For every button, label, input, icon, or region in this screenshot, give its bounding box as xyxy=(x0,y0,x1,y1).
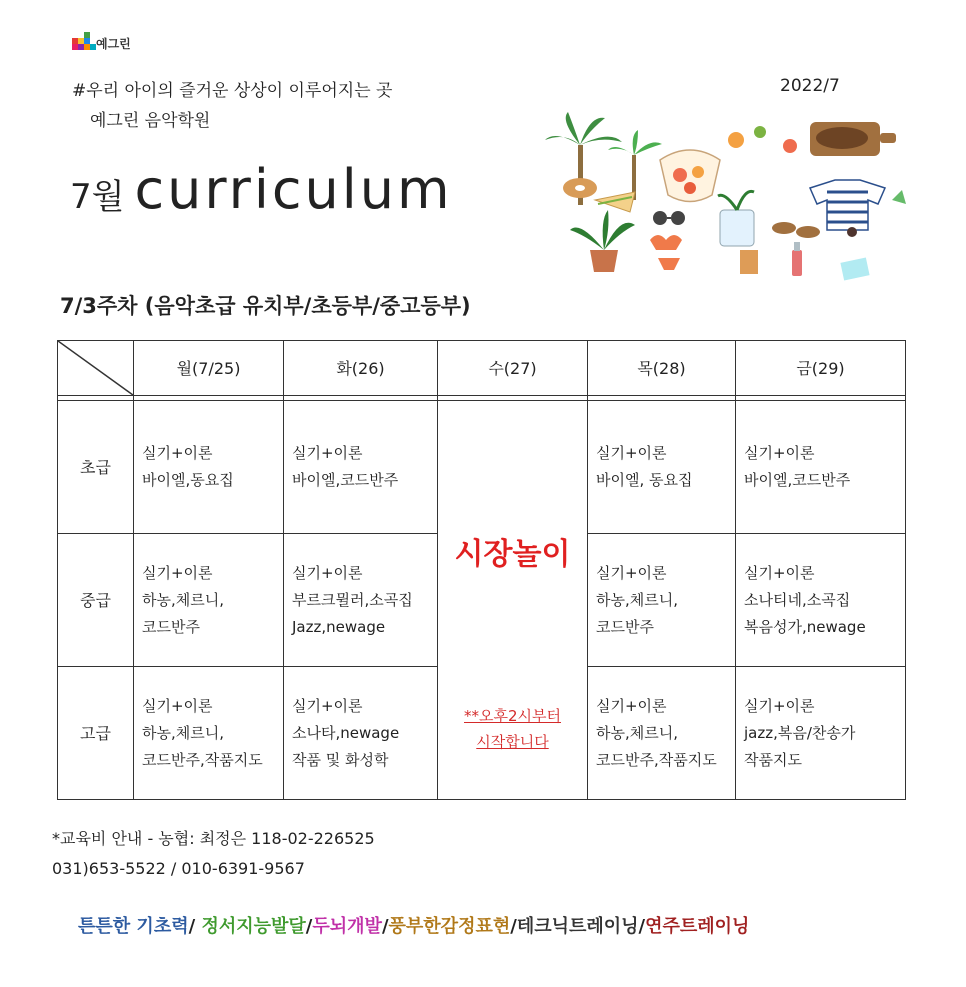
summer-illustration xyxy=(540,100,920,290)
cell-intermediate-mon: 실기+이론 하농,체르니, 코드반주 xyxy=(134,534,284,667)
academy-logo xyxy=(72,28,152,54)
cell-advanced-fri: 실기+이론 jazz,복음/찬송가 작품지도 xyxy=(736,667,906,800)
drink-glass-icon xyxy=(740,250,758,274)
level-intermediate: 중급 xyxy=(58,534,134,667)
footer-item: 테크닉트레이닝 xyxy=(516,916,639,937)
date-label: 2022/7 xyxy=(780,76,840,96)
table-header-row xyxy=(58,341,906,396)
sunglasses-icon xyxy=(653,211,685,225)
day-header-mon: 월(7/25) xyxy=(134,341,284,396)
fee-info-bank: *교육비 안내 - 농협: 최정은 118-02-226525 xyxy=(52,829,375,848)
market-event-title: 시장놀이 xyxy=(454,537,571,572)
footer-item: 튼튼한 기초력 xyxy=(78,916,189,937)
striped-shirt-icon xyxy=(810,180,885,230)
palm-tree-icon xyxy=(545,112,662,205)
corner-cell xyxy=(58,341,134,396)
footer-item: 연주트레이닝 xyxy=(645,916,750,937)
swimsuit-icon xyxy=(650,235,682,270)
bottle-icon xyxy=(792,242,802,276)
page-title xyxy=(70,158,453,221)
cell-intermediate-tue: 실기+이론 부르크뮐러,소곡집 Jazz,newage xyxy=(284,534,438,667)
cell-beginner-mon: 실기+이론 바이엘,동요집 xyxy=(134,401,284,534)
wednesday-market-cell xyxy=(438,401,588,800)
logo-blocks-icon xyxy=(72,30,98,52)
level-advanced: 고급 xyxy=(58,667,134,800)
footer-slogan: 튼튼한 기초력/ 정서지능발달/두뇌개발/풍부한감정표현/테크닉트레이닝/연주트레이닝 xyxy=(78,916,750,937)
schedule-table xyxy=(57,340,906,800)
market-event-note: **오후2시부터 시작합니다 xyxy=(464,707,561,751)
fee-info xyxy=(52,824,375,884)
day-header-thu: 목(28) xyxy=(588,341,736,396)
title-word: curriculum xyxy=(134,158,453,221)
bread-board-icon xyxy=(810,122,896,156)
bagel-icon xyxy=(563,178,597,198)
title-month: 7월 xyxy=(70,177,125,217)
cell-advanced-tue: 실기+이론 소나타,newage 작품 및 화성학 xyxy=(284,667,438,800)
potted-plant-icon xyxy=(570,210,635,272)
fruit-icon xyxy=(728,132,744,148)
day-header-wed: 수(27) xyxy=(438,341,588,396)
sandwich-icon xyxy=(595,192,635,212)
academy-name: 예그린 음악학원 xyxy=(90,111,211,131)
cell-advanced-mon: 실기+이론 하농,체르니, 코드반주,작품지도 xyxy=(134,667,284,800)
cell-beginner-fri: 실기+이론 바이엘,코드반주 xyxy=(736,401,906,534)
cell-beginner-thu: 실기+이론 바이엘, 동요집 xyxy=(588,401,736,534)
day-header-fri: 금(29) xyxy=(736,341,906,396)
footer-item: 두뇌개발 xyxy=(312,916,382,937)
cell-beginner-tue: 실기+이론 바이엘,코드반주 xyxy=(284,401,438,534)
table-row xyxy=(58,401,906,534)
tagline: #우리 아이의 즐거운 상상이 이루어지는 곳 xyxy=(72,81,393,101)
cell-intermediate-thu: 실기+이론 하농,체르니, 코드반주 xyxy=(588,534,736,667)
footer-item: 풍부한감정표현 xyxy=(388,916,511,937)
cell-advanced-thu: 실기+이론 하농,체르니, 코드반주,작품지도 xyxy=(588,667,736,800)
logo-text: 예그린 xyxy=(96,37,131,51)
towel-icon xyxy=(840,257,869,280)
cell-intermediate-fri: 실기+이론 소나티네,소곡집 복음성가,newage xyxy=(736,534,906,667)
level-beginner: 초급 xyxy=(58,401,134,534)
week-heading: 7/3주차 (음악초급 유치부/초등부/중고등부) xyxy=(60,294,471,318)
fee-info-phone: 031)653-5522 / 010-6391-9567 xyxy=(52,859,305,878)
jar-plant-icon xyxy=(718,191,754,246)
net-bag-icon xyxy=(660,150,720,202)
footer-item: 정서지능발달 xyxy=(201,916,306,937)
sandals-icon xyxy=(772,222,820,238)
day-header-tue: 화(26) xyxy=(284,341,438,396)
